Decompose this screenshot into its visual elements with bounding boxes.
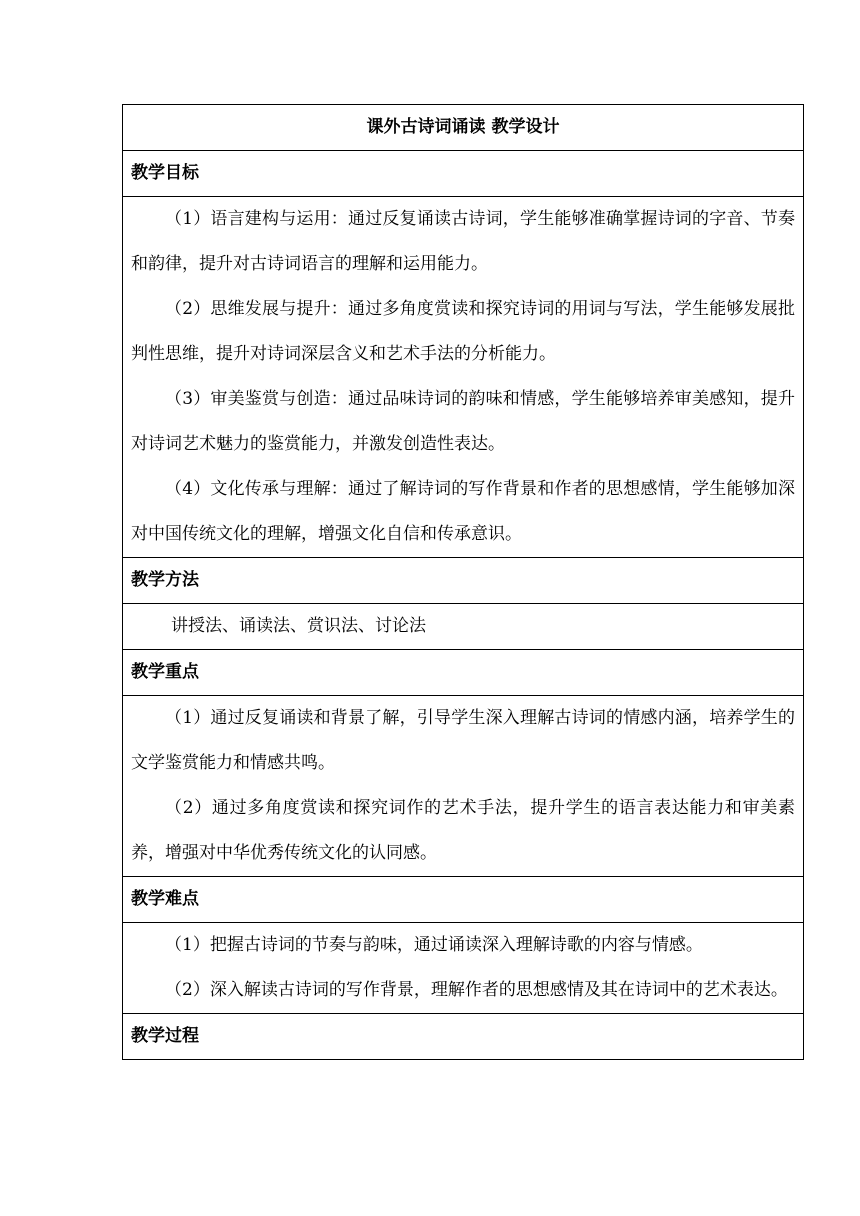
difficulties-heading: 教学难点 xyxy=(123,877,804,923)
difficulty-item: （2）深入解读古诗词的写作背景，理解作者的思想感情及其在诗词中的艺术表达。 xyxy=(165,980,788,1000)
objectives-heading-row xyxy=(123,151,804,197)
objectives-body-row xyxy=(123,197,804,558)
difficulties-body xyxy=(123,923,804,1014)
methods-body-row xyxy=(123,604,804,650)
key-point-item: （2）通过多角度赏读和探究词作的艺术手法，提升学生的语言表达能力和审美素养，增强对中华优秀传统文化的认同感。 xyxy=(131,798,795,863)
difficulties-body-row xyxy=(123,923,804,1014)
key-points-heading: 教学重点 xyxy=(123,650,804,696)
objectives-heading: 教学目标 xyxy=(123,151,804,197)
key-points-heading-row xyxy=(123,650,804,696)
key-point-item: （1）通过反复诵读和背景了解，引导学生深入理解古诗词的情感内涵，培养学生的文学鉴赏能力和情感共鸣。 xyxy=(131,708,795,773)
objectives-body xyxy=(123,197,804,558)
key-points-body-row xyxy=(123,696,804,877)
objective-item: （2）思维发展与提升：通过多角度赏读和探究诗词的用词与写法，学生能够发展批判性思维，提升对诗词深层含义和艺术手法的分析能力。 xyxy=(131,299,795,364)
lesson-plan-table xyxy=(122,104,804,1060)
methods-body xyxy=(123,604,804,650)
methods-text: 讲授法、诵读法、赏识法、讨论法 xyxy=(171,616,426,636)
objective-item: （1）语言建构与运用：通过反复诵读古诗词，学生能够准确掌握诗词的字音、节奏和韵律，提升对古诗词语言的理解和运用能力。 xyxy=(131,209,795,274)
title-row xyxy=(123,105,804,151)
difficulty-item: （1）把握古诗词的节奏与韵味，通过诵读深入理解诗歌的内容与情感。 xyxy=(165,935,703,955)
process-heading: 教学过程 xyxy=(123,1014,804,1060)
methods-heading-row xyxy=(123,558,804,604)
key-points-body xyxy=(123,696,804,877)
difficulties-heading-row xyxy=(123,877,804,923)
objective-item: （3）审美鉴赏与创造：通过品味诗词的韵味和情感，学生能够培养审美感知，提升对诗词艺术魅力的鉴赏能力，并激发创造性表达。 xyxy=(131,389,795,454)
process-heading-row xyxy=(123,1014,804,1060)
objective-item: （4）文化传承与理解：通过了解诗词的写作背景和作者的思想感情，学生能够加深对中国传统文化的理解，增强文化自信和传承意识。 xyxy=(131,479,795,544)
document-title: 课外古诗词诵读 教学设计 xyxy=(123,105,804,151)
methods-heading: 教学方法 xyxy=(123,558,804,604)
